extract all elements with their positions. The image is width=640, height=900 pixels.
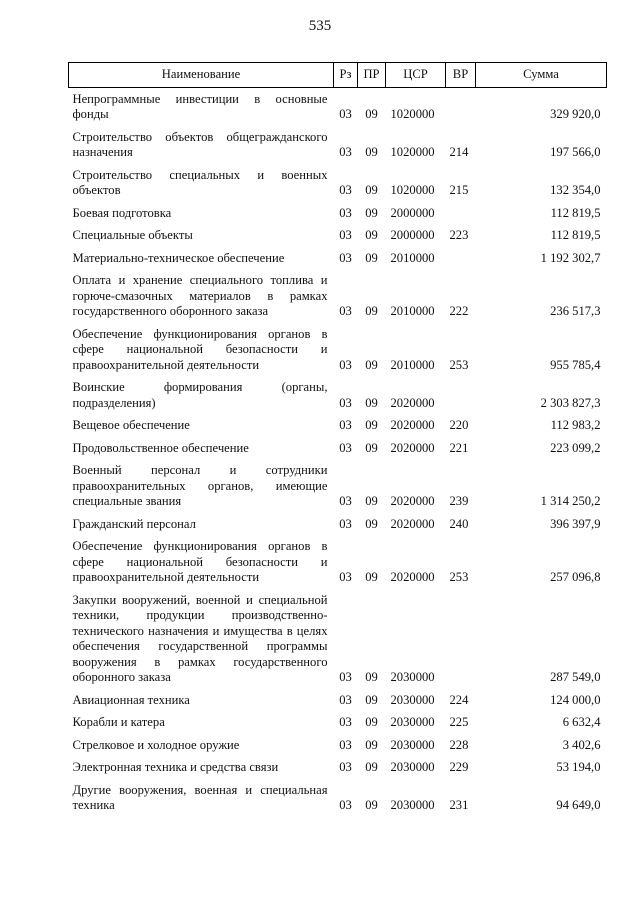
cell-rz: 03 <box>339 145 352 159</box>
cell-pr: 09 <box>365 570 378 584</box>
cell-csr: 2000000 <box>390 205 435 220</box>
cell-sum: 132 354,0 <box>550 183 601 197</box>
cell-rz: 03 <box>339 737 352 752</box>
cell-rz: 03 <box>339 228 352 242</box>
cell-pr: 09 <box>365 760 378 774</box>
cell-name: Электронная техника и средства связи <box>72 760 279 774</box>
cell-name: Материально-техническое обеспечение <box>72 250 285 265</box>
cell-sum: 329 920,0 <box>550 107 601 121</box>
table-row <box>69 126 607 164</box>
cell-pr: 09 <box>365 494 378 508</box>
cell-pr: 09 <box>365 107 378 121</box>
cell-csr: 2020000 <box>390 516 435 531</box>
budget-table <box>68 62 607 817</box>
cell-sum: 396 397,9 <box>550 516 601 531</box>
cell-csr: 2000000 <box>390 228 435 242</box>
table-row <box>69 437 607 460</box>
cell-name: Стрелковое и холодное оружие <box>72 737 240 752</box>
cell-csr: 2030000 <box>390 670 435 684</box>
cell-rz: 03 <box>339 183 352 197</box>
cell-sum: 257 096,8 <box>550 570 601 584</box>
cell-vr: 253 <box>449 570 469 584</box>
cell-name: Непрограммные инвестиции в основные фонды <box>72 91 328 121</box>
cell-csr: 1020000 <box>390 183 435 197</box>
table-row <box>69 689 607 712</box>
header-pr: ПР <box>358 63 386 88</box>
cell-rz: 03 <box>339 250 352 265</box>
table-row <box>69 88 607 127</box>
table-row <box>69 513 607 536</box>
cell-pr: 09 <box>365 145 378 159</box>
table-row <box>69 536 607 590</box>
cell-vr: 228 <box>449 737 469 752</box>
page-number: 535 <box>308 18 332 34</box>
cell-pr: 09 <box>365 205 378 220</box>
table-row <box>69 712 607 735</box>
cell-sum: 2 303 827,3 <box>540 395 601 410</box>
cell-sum: 124 000,0 <box>550 692 601 707</box>
table-row <box>69 247 607 270</box>
cell-sum: 112 819,5 <box>550 228 601 242</box>
cell-sum: 223 099,2 <box>550 440 601 455</box>
cell-csr: 2010000 <box>390 250 435 265</box>
cell-pr: 09 <box>365 228 378 242</box>
cell-sum: 1 314 250,2 <box>540 494 601 508</box>
cell-sum: 197 566,0 <box>550 145 601 159</box>
cell-sum: 94 649,0 <box>556 798 601 812</box>
cell-rz: 03 <box>339 494 352 508</box>
header-name: Наименование <box>69 63 334 88</box>
table-row <box>69 202 607 225</box>
cell-rz: 03 <box>339 715 352 729</box>
cell-name: Боевая подготовка <box>72 205 172 220</box>
cell-name: Продовольственное обеспечение <box>72 440 249 455</box>
table-row <box>69 270 607 324</box>
table-row <box>69 460 607 514</box>
header-rz: Рз <box>334 63 358 88</box>
cell-pr: 09 <box>365 737 378 752</box>
cell-name: Авиационная техника <box>72 692 190 707</box>
table-row <box>69 323 607 377</box>
table-row <box>69 164 607 202</box>
cell-pr: 09 <box>365 183 378 197</box>
cell-rz: 03 <box>339 418 352 432</box>
cell-sum: 955 785,4 <box>550 357 601 372</box>
cell-name: Корабли и катера <box>72 715 165 729</box>
table-row <box>69 377 607 415</box>
cell-pr: 09 <box>365 798 378 812</box>
cell-name: Строительство объектов общегражданского назначения <box>72 129 328 159</box>
cell-csr: 2020000 <box>390 570 435 584</box>
cell-vr: 223 <box>449 228 469 242</box>
cell-csr: 1020000 <box>390 107 435 121</box>
cell-vr: 240 <box>449 516 469 531</box>
cell-rz: 03 <box>339 760 352 774</box>
cell-csr: 2020000 <box>390 440 435 455</box>
cell-pr: 09 <box>365 418 378 432</box>
cell-pr: 09 <box>365 670 378 684</box>
cell-name: Вещевое обеспечение <box>72 418 190 432</box>
cell-csr: 2020000 <box>390 494 435 508</box>
cell-csr: 2030000 <box>390 715 435 729</box>
cell-csr: 2030000 <box>390 692 435 707</box>
cell-name: Строительство специальных и военных объектов <box>72 167 328 197</box>
cell-vr: 253 <box>449 357 469 372</box>
cell-name: Обеспечение функционирования органов в сфере национальной безопасности и правоохранительной деятельности <box>72 326 328 372</box>
cell-rz: 03 <box>339 516 352 531</box>
header-sum: Сумма <box>476 63 607 88</box>
cell-vr <box>446 247 476 270</box>
cell-pr: 09 <box>365 250 378 265</box>
cell-sum: 3 402,6 <box>562 737 601 752</box>
cell-vr: 231 <box>449 798 469 812</box>
table-row <box>69 589 607 689</box>
cell-rz: 03 <box>339 692 352 707</box>
cell-vr: 220 <box>449 418 469 432</box>
cell-pr: 09 <box>365 304 378 318</box>
cell-csr: 2020000 <box>390 418 435 432</box>
cell-vr <box>446 202 476 225</box>
table-row <box>69 779 607 817</box>
cell-sum: 1 192 302,7 <box>540 250 601 265</box>
cell-name: Военный персонал и сотрудники правоохранительных органов, имеющие специальные звания <box>72 463 328 508</box>
cell-name: Другие вооружения, военная и специальная техника <box>72 782 328 812</box>
cell-vr: 224 <box>449 692 469 707</box>
cell-csr: 2010000 <box>390 304 435 318</box>
cell-rz: 03 <box>339 798 352 812</box>
cell-sum: 53 194,0 <box>556 760 601 774</box>
cell-vr: 222 <box>449 304 469 318</box>
cell-rz: 03 <box>339 205 352 220</box>
cell-rz: 03 <box>339 670 352 684</box>
cell-rz: 03 <box>339 304 352 318</box>
cell-vr: 225 <box>449 715 469 729</box>
table-body <box>69 88 607 818</box>
header-vr: ВР <box>446 63 476 88</box>
cell-csr: 2030000 <box>390 798 435 812</box>
cell-vr <box>446 377 476 415</box>
table-row <box>69 757 607 780</box>
cell-csr: 2020000 <box>390 395 435 410</box>
cell-rz: 03 <box>339 357 352 372</box>
cell-sum: 236 517,3 <box>550 304 601 318</box>
cell-name: Воинские формирования (органы, подразделения) <box>72 380 328 410</box>
cell-sum: 112 983,2 <box>550 418 601 432</box>
cell-vr: 215 <box>449 183 469 197</box>
cell-sum: 287 549,0 <box>550 670 601 684</box>
cell-vr: 229 <box>449 760 469 774</box>
cell-name: Оплата и хранение специального топлива и горюче-смазочных материалов в рамках государственного оборонного заказа <box>72 273 328 318</box>
table-header-row <box>69 63 607 88</box>
table-row <box>69 415 607 438</box>
cell-name: Гражданский персонал <box>72 516 196 531</box>
cell-vr <box>446 88 476 127</box>
cell-vr: 221 <box>449 440 469 455</box>
cell-vr: 239 <box>449 494 469 508</box>
cell-vr: 214 <box>449 145 469 159</box>
cell-name: Обеспечение функционирования органов в сфере национальной безопасности и правоохранительной деятельности <box>72 539 328 584</box>
cell-csr: 2030000 <box>390 760 435 774</box>
cell-pr: 09 <box>365 715 378 729</box>
table-row <box>69 734 607 757</box>
cell-csr: 2030000 <box>390 737 435 752</box>
cell-pr: 09 <box>365 516 378 531</box>
cell-rz: 03 <box>339 570 352 584</box>
table-row <box>69 225 607 248</box>
cell-csr: 1020000 <box>390 145 435 159</box>
cell-sum: 112 819,5 <box>550 205 601 220</box>
header-csr: ЦСР <box>386 63 446 88</box>
cell-pr: 09 <box>365 440 378 455</box>
cell-vr <box>446 589 476 689</box>
cell-rz: 03 <box>339 440 352 455</box>
cell-rz: 03 <box>339 395 352 410</box>
cell-name: Специальные объекты <box>72 228 193 242</box>
cell-rz: 03 <box>339 107 352 121</box>
cell-csr: 2010000 <box>390 357 435 372</box>
cell-pr: 09 <box>365 395 378 410</box>
cell-sum: 6 632,4 <box>562 715 601 729</box>
cell-name: Закупки вооружений, военной и специальной техники, продукции производственно-технического назначения и имущества в целях обеспечения государственной программы вооружения в рамках государственного оборонного заказа <box>72 592 328 684</box>
cell-pr: 09 <box>365 692 378 707</box>
cell-pr: 09 <box>365 357 378 372</box>
